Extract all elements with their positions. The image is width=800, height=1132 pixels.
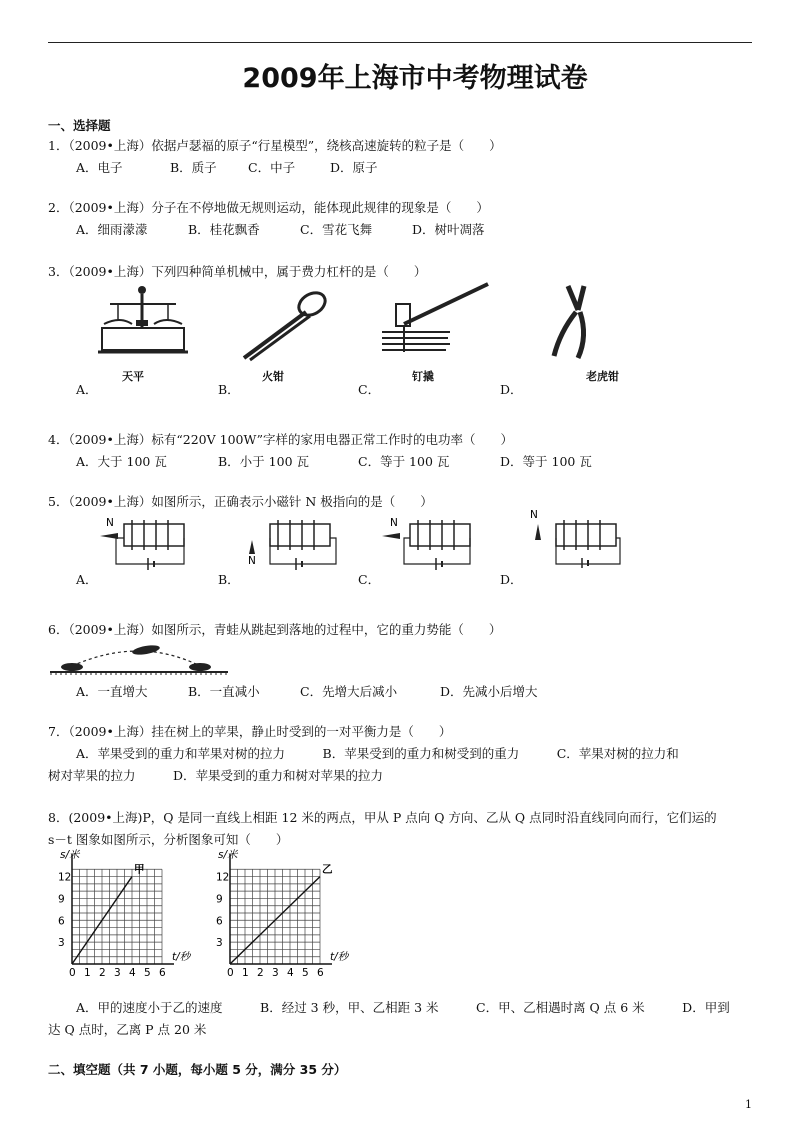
header-rule bbox=[48, 42, 752, 43]
x-tick-label: 6 bbox=[317, 967, 324, 979]
q3-caption-b: 火钳 bbox=[262, 370, 284, 383]
frog-jump-image bbox=[50, 638, 230, 678]
q3-caption-d: 老虎钳 bbox=[586, 370, 619, 383]
y-tick-label: 3 bbox=[58, 937, 65, 950]
needle-label-d: N bbox=[530, 509, 538, 521]
st-graph-yi bbox=[208, 846, 358, 979]
needle-label-b: N bbox=[248, 555, 256, 567]
x-tick-label: 1 bbox=[84, 967, 91, 979]
q3-caption-a: 天平 bbox=[122, 370, 144, 383]
y-tick-label: 9 bbox=[58, 893, 65, 906]
q5-option-a: A． bbox=[76, 572, 98, 587]
solenoid-d-image bbox=[524, 506, 624, 568]
q6-option-b: B．一直减小 bbox=[188, 684, 260, 699]
q4-option-a: A．大于 100 瓦 bbox=[76, 454, 167, 469]
q7-options-line2: 树对苹果的拉力 D．苹果受到的重力和树对苹果的拉力 bbox=[48, 768, 384, 783]
y-tick-label: 12 bbox=[216, 871, 230, 884]
y-tick-label: 9 bbox=[216, 893, 223, 906]
q5-option-b: B． bbox=[218, 572, 240, 587]
q8-stem-line1: 8．(2009•上海)P，Q 是同一直线上相距 12 米的两点，甲从 P 点向 Q 方向、乙从 Q 点同时沿直线同向而行，它们运的 bbox=[48, 810, 717, 825]
q3-option-c: C． bbox=[358, 382, 381, 397]
y-tick-label: 6 bbox=[58, 915, 65, 928]
series-label: 乙 bbox=[322, 863, 333, 876]
q4-stem: 4．（2009•上海）标有“220V 100W”字样的家用电器正常工作时的电功率（ ） bbox=[48, 432, 513, 447]
q5-option-d: D． bbox=[500, 572, 523, 587]
pliers-image bbox=[548, 282, 608, 362]
series-label: 甲 bbox=[134, 863, 145, 876]
q4-option-c: C．等于 100 瓦 bbox=[358, 454, 450, 469]
x-tick-label: 0 bbox=[227, 967, 234, 979]
x-tick-label: 3 bbox=[114, 967, 121, 979]
x-axis-label: t/秒 bbox=[172, 951, 191, 963]
q6-stem: 6．（2009•上海）如图所示，青蛙从跳起到落地的过程中，它的重力势能（ ） bbox=[48, 622, 502, 637]
q1-stem: 1．（2009•上海）依据卢瑟福的原子“行星模型”，绕核高速旋转的粒子是（ ） bbox=[48, 138, 502, 153]
q1-option-a: A．电子 bbox=[76, 160, 123, 175]
q2-option-d: D．树叶凋落 bbox=[412, 222, 485, 237]
q7-stem: 7．（2009•上海）挂在树上的苹果，静止时受到的一对平衡力是（ ） bbox=[48, 724, 452, 739]
x-tick-label: 2 bbox=[257, 967, 264, 979]
page-title: 2009年上海市中考物理试卷 bbox=[242, 63, 588, 94]
q6-option-d: D．先减小后增大 bbox=[440, 684, 538, 699]
x-tick-label: 4 bbox=[287, 967, 294, 979]
section-heading-2: 二、填空题（共 7 小题，每小题 5 分，满分 35 分） bbox=[48, 1062, 347, 1077]
fire-tongs-image bbox=[236, 284, 336, 364]
x-tick-label: 2 bbox=[99, 967, 106, 979]
q2-option-a: A．细雨濛濛 bbox=[76, 222, 148, 237]
q3-option-a: A． bbox=[76, 382, 98, 397]
x-tick-label: 1 bbox=[242, 967, 249, 979]
q3-option-b: B． bbox=[218, 382, 240, 397]
x-tick-label: 5 bbox=[302, 967, 309, 979]
page-number: 1 bbox=[745, 1098, 752, 1111]
q6-option-c: C．先增大后减小 bbox=[300, 684, 398, 699]
x-tick-label: 5 bbox=[144, 967, 151, 979]
st-graph-jia bbox=[50, 846, 200, 979]
q7-options-line1: A．苹果受到的重力和苹果对树的拉力 B．苹果受到的重力和树受到的重力 C．苹果对树的拉力和 bbox=[76, 746, 679, 761]
q1-option-d: D．原子 bbox=[330, 160, 378, 175]
x-tick-label: 3 bbox=[272, 967, 279, 979]
y-tick-label: 3 bbox=[216, 937, 223, 950]
q2-option-b: B．桂花飘香 bbox=[188, 222, 260, 237]
x-tick-label: 4 bbox=[129, 967, 136, 979]
x-tick-label: 0 bbox=[69, 967, 76, 979]
q8-options-line2: 达 Q 点时，乙离 P 点 20 米 bbox=[48, 1022, 207, 1037]
solenoid-a-image bbox=[98, 512, 198, 568]
nail-claw-image bbox=[380, 282, 500, 362]
q8-options-line1: A．甲的速度小于乙的速度 B．经过 3 秒，甲、乙相距 3 米 C．甲、乙相遇时离 Q 点 6 米 D．甲到 bbox=[76, 1000, 730, 1015]
needle-label-c: N bbox=[390, 517, 398, 529]
y-tick-label: 6 bbox=[216, 915, 223, 928]
solenoid-b-image bbox=[240, 512, 340, 568]
q8-stem-line2: s－t 图象如图所示，分析图象可知（ ） bbox=[48, 832, 289, 847]
q1-option-b: B．质子 bbox=[170, 160, 217, 175]
q5-option-c: C． bbox=[358, 572, 381, 587]
needle-label-a: N bbox=[106, 517, 114, 529]
q6-option-a: A．一直增大 bbox=[76, 684, 148, 699]
q3-stem: 3．（2009•上海）下列四种简单机械中，属于费力杠杆的是（ ） bbox=[48, 264, 427, 279]
balance-scale-image bbox=[96, 280, 196, 360]
q2-stem: 2．（2009•上海）分子在不停地做无规则运动，能体现此规律的现象是（ ） bbox=[48, 200, 489, 215]
q3-option-d: D． bbox=[500, 382, 523, 397]
x-tick-label: 6 bbox=[159, 967, 166, 979]
y-tick-label: 12 bbox=[58, 871, 72, 884]
q2-option-c: C．雪花飞舞 bbox=[300, 222, 373, 237]
section-heading-1: 一、选择题 bbox=[48, 118, 111, 133]
q5-stem: 5．（2009•上海）如图所示，正确表示小磁针 N 极指向的是（ ） bbox=[48, 494, 433, 509]
y-axis-label: s/米 bbox=[218, 849, 238, 861]
q4-option-b: B．小于 100 瓦 bbox=[218, 454, 309, 469]
q4-option-d: D．等于 100 瓦 bbox=[500, 454, 592, 469]
x-axis-label: t/秒 bbox=[330, 951, 349, 963]
solenoid-c-image bbox=[380, 512, 480, 568]
q3-caption-c: 钉撬 bbox=[412, 370, 434, 383]
q1-option-c: C．中子 bbox=[248, 160, 296, 175]
y-axis-label: s/米 bbox=[60, 849, 80, 861]
